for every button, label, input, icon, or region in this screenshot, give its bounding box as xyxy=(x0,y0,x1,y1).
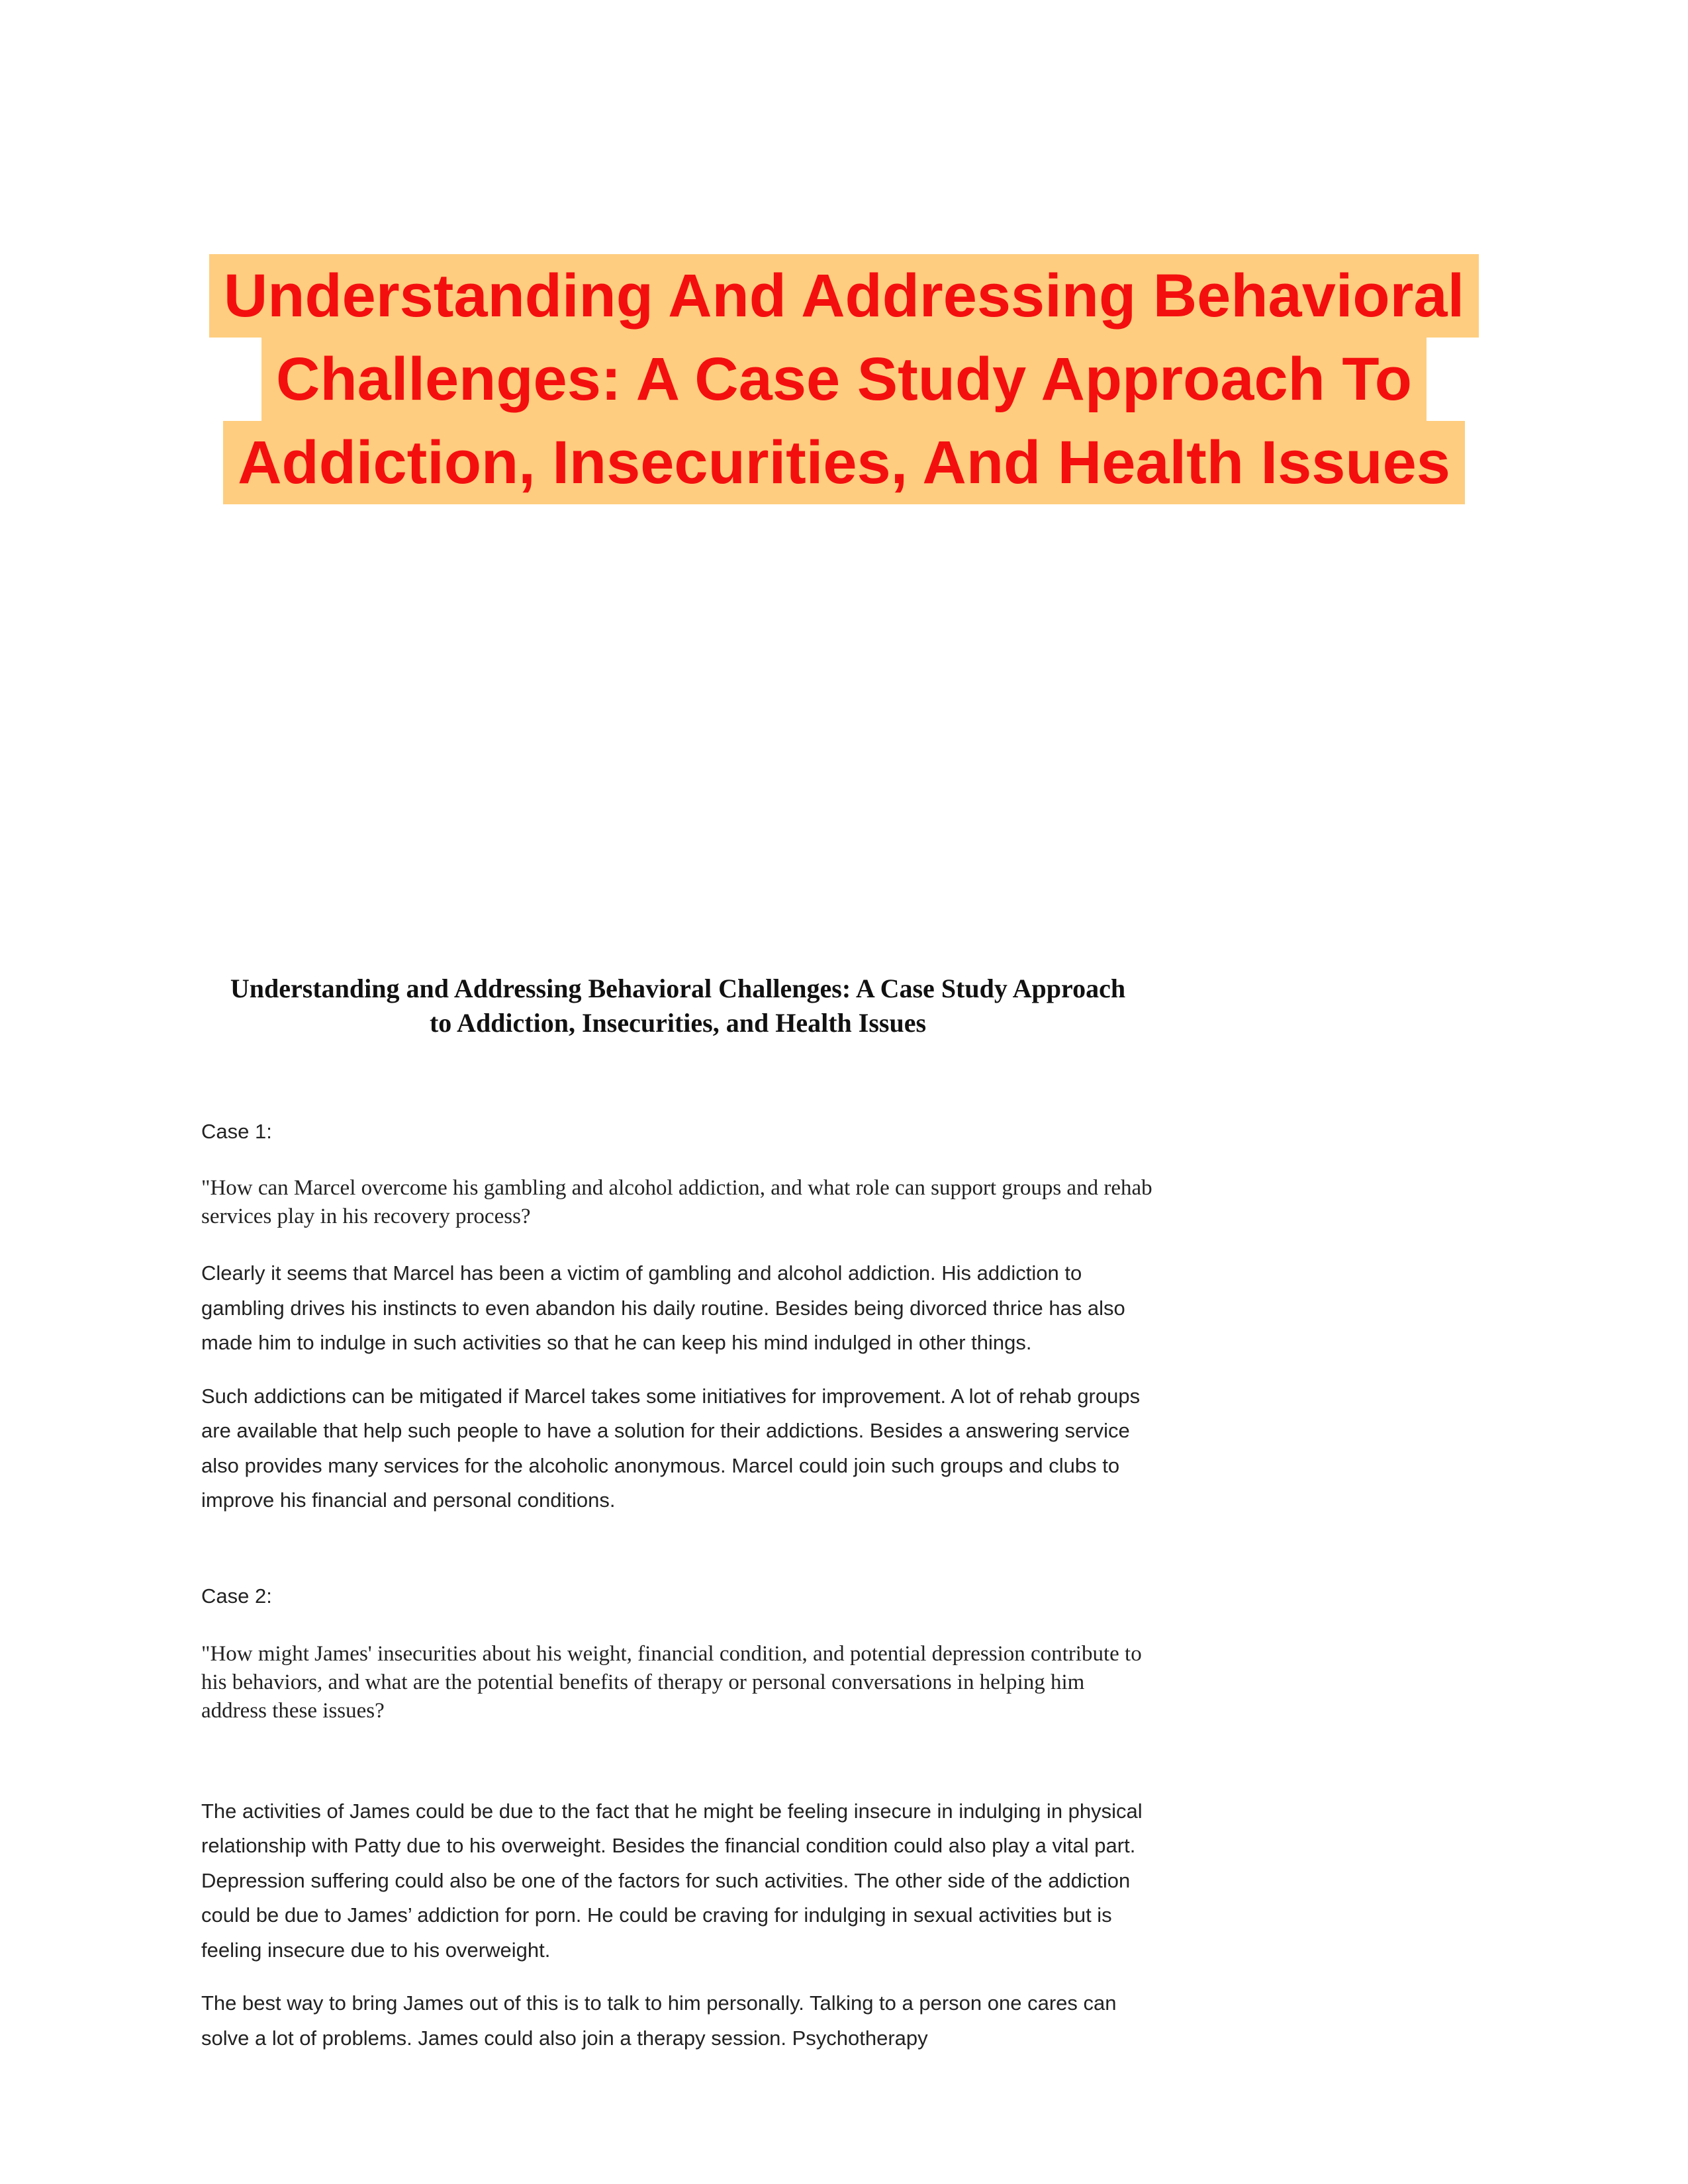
case-1-paragraph-1: Clearly it seems that Marcel has been a victim of gambling and alcohol addiction. His addiction to gambling drives his instincts to even abandon his daily routine. Besides being divorced thrice has also made him to indulge in such activities so that he can keep his mind indulged in other things. xyxy=(201,1261,1125,1354)
document-title: Understanding and Addressing Behavioral Challenges: A Case Study Approach to Addiction, Insecurities, and Health Issues xyxy=(230,974,1126,1038)
case-2-paragraph-1: The activities of James could be due to the fact that he might be feeling insecure in indulging in physical relationship with Patty due to his overweight. Besides the financial condition could also play a vital part. Depression suffering could also be one of the factors for such activities. The other side of the addiction could be due to James’ addiction for porn. He could be craving for indulging in sexual activities but is feeling insecure due to his overweight. xyxy=(201,1799,1143,1962)
case-1-question: "How can Marcel overcome his gambling and alcohol addiction, and what role can support groups and rehab services play in his recovery process? xyxy=(201,1176,1152,1228)
case-1-paragraph-2: Such addictions can be mitigated if Marcel takes some initiatives for improvement. A lot of rehab groups are available that help such people to have a solution for their addictions. Besides a answering service also provides many services for the alcoholic anonymous. Marcel could join such groups and clubs to improve his financial and personal conditions. xyxy=(201,1384,1141,1512)
case-2-question: "How might James' insecurities about his weight, financial condition, and potential depression contribute to his behaviors, and what are the potential benefits of therapy or personal conversations in helping him address these issues? xyxy=(201,1641,1142,1723)
document-body xyxy=(201,972,1154,2056)
case-2-label: Case 2: xyxy=(201,1584,272,1608)
case-2-paragraph-2: The best way to bring James out of this is to talk to him personally. Talking to a person one cares can solve a lot of problems. James could also join a therapy session. Psychotherapy xyxy=(201,1991,1117,2050)
title-banner xyxy=(0,254,1688,504)
banner-line-3: Addiction, Insecurities, And Health Issues xyxy=(223,421,1465,504)
case-1-label: Case 1: xyxy=(201,1120,272,1143)
banner-line-1: Understanding And Addressing Behavioral xyxy=(209,254,1479,338)
banner-line-2: Challenges: A Case Study Approach To xyxy=(261,338,1427,421)
